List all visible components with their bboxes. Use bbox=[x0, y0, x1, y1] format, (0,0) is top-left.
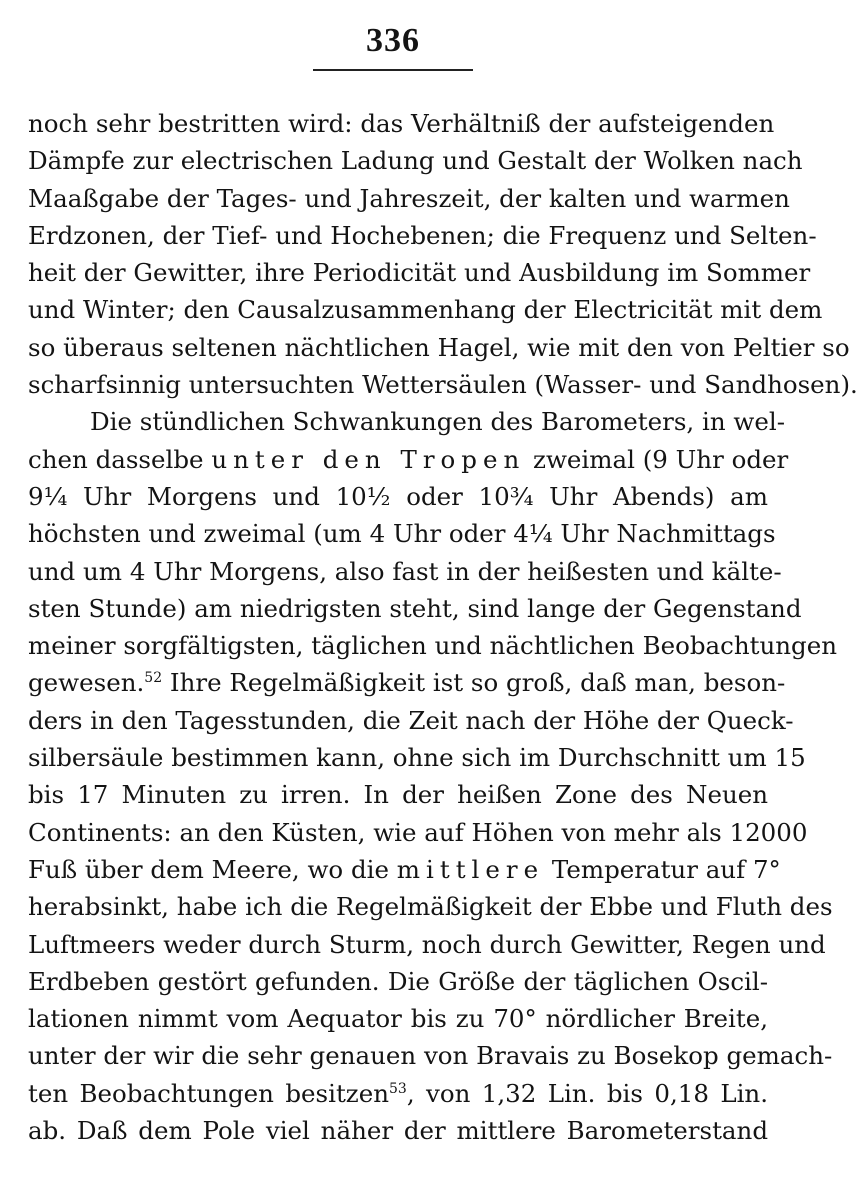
text-line: Dämpfe zur electrischen Ladung und Gestalt der Wolken nach bbox=[28, 146, 803, 176]
text-line: heit der Gewitter, ihre Periodicität und Ausbildung im Sommer bbox=[28, 258, 811, 288]
text-segment: , von 1,32 Lin. bis 0,18 Lin. bbox=[406, 1078, 768, 1108]
header-rule bbox=[313, 69, 473, 71]
footnote-ref: 52 bbox=[144, 670, 163, 687]
text-line: silbersäule bestimmen kann, ohne sich im Durchschnitt um 15 bbox=[28, 743, 806, 773]
text-line: noch sehr bestritten wird: das Verhältniß der aufsteigenden bbox=[28, 109, 775, 138]
body-text bbox=[28, 105, 858, 1149]
text-segment: ten Beobachtungen besitzen bbox=[28, 1078, 389, 1108]
text-line bbox=[28, 851, 781, 888]
text-segment: Temperatur auf 7° bbox=[551, 854, 781, 884]
text-line: lationen nimmt vom Aequator bis zu 70° nördlicher Breite, bbox=[28, 1004, 768, 1034]
text-segment: gewesen. bbox=[28, 668, 145, 698]
text-line: ab. Daß dem Pole viel näher der mittlere Barometerstand bbox=[28, 1116, 768, 1146]
text-line: bis 17 Minuten zu irren. In der heißen Zone des Neuen bbox=[28, 780, 768, 810]
footnote-ref: 53 bbox=[388, 1080, 407, 1097]
text-line: ders in den Tagesstunden, die Zeit nach der Höhe der Queck- bbox=[28, 705, 794, 735]
text-line bbox=[28, 664, 786, 701]
text-segment: Fuß über dem Meere, wo die bbox=[28, 854, 389, 884]
text-line: und um 4 Uhr Morgens, also fast in der heißesten und kälte- bbox=[28, 556, 782, 586]
text-segment: zweimal (9 Uhr oder bbox=[533, 444, 789, 474]
text-line: Continents: an den Küsten, wie auf Höhen von mehr als 12000 bbox=[28, 817, 808, 847]
text-line: so überaus seltenen nächtlichen Hagel, wie mit den von Peltier so bbox=[28, 332, 850, 362]
page-number: 336 bbox=[366, 22, 420, 59]
text-segment: Ihre Regelmäßigkeit ist so groß, daß man, beson- bbox=[169, 668, 786, 698]
text-line: herabsinkt, habe ich die Regelmäßigkeit der Ebbe und Fluth des bbox=[28, 892, 833, 922]
emphasis-text: unter den Tropen bbox=[211, 444, 526, 474]
text-segment: chen dasselbe bbox=[28, 444, 204, 474]
text-line: sten Stunde) am niedrigsten steht, sind lange der Gegenstand bbox=[28, 593, 802, 623]
text-line: höchsten und zweimal (um 4 Uhr oder 4¼ Uhr Nachmittags bbox=[28, 519, 776, 549]
text-line: scharfsinnig untersuchten Wettersäulen (Wasser- und Sandhosen). bbox=[28, 370, 858, 400]
text-line bbox=[28, 441, 789, 478]
text-line bbox=[28, 1075, 768, 1112]
text-line: und Winter; den Causalzusammenhang der Electricität mit dem bbox=[28, 295, 823, 325]
text-line-paragraph-start: Die stündlichen Schwankungen des Barometers, in wel- bbox=[90, 407, 785, 437]
text-line: unter der wir die sehr genauen von Bravais zu Bosekop gemach- bbox=[28, 1041, 833, 1071]
emphasis-text: mittlere bbox=[396, 854, 545, 884]
text-line: 9¼ Uhr Morgens und 10½ oder 10¾ Uhr Abends) am bbox=[28, 481, 768, 511]
text-line: Luftmeers weder durch Sturm, noch durch Gewitter, Regen und bbox=[28, 929, 826, 959]
text-line: Maaßgabe der Tages- und Jahreszeit, der kalten und warmen bbox=[28, 183, 790, 213]
text-line: meiner sorgfältigsten, täglichen und nächtlichen Beobachtungen bbox=[28, 631, 837, 661]
text-line: Erdzonen, der Tief- und Hochebenen; die Frequenz und Selten- bbox=[28, 220, 817, 250]
text-line: Erdbeben gestört gefunden. Die Größe der täglichen Oscil- bbox=[28, 966, 768, 996]
